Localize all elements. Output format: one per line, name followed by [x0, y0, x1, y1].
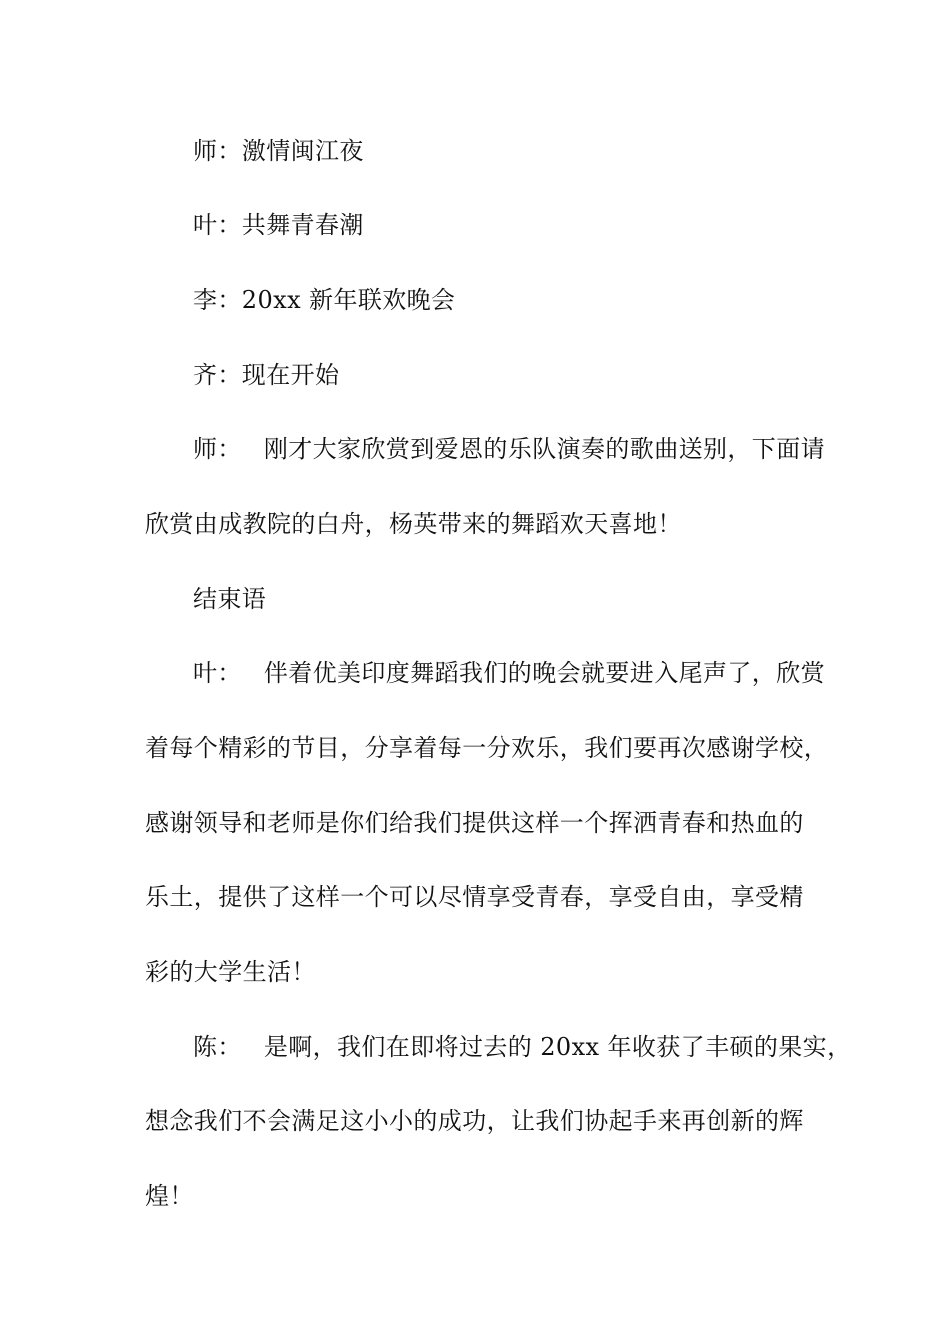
line-text: 李：20xx 新年联欢晚会 [193, 286, 456, 314]
line-text: 乐土，提供了这样一个可以尽情享受青春，享受自由，享受精 [145, 883, 804, 911]
text-line [145, 808, 835, 838]
line-text: 欣赏由成教院的白舟，杨英带来的舞蹈欢天喜地！ [145, 510, 682, 538]
line-text: 叶：共舞青春潮 [193, 211, 364, 239]
heading-text: 结束语 [193, 585, 267, 613]
line-text: 煌！ [145, 1182, 194, 1210]
line-text: 齐：现在开始 [193, 361, 340, 389]
text-line [145, 509, 835, 539]
line-text: 师：激情闽江夜 [193, 137, 364, 165]
text-line [193, 136, 883, 166]
speaker-label: 师： [193, 435, 242, 463]
line-text: 是啊，我们在即将过去的 20xx 年收获了丰硕的果实， [263, 1033, 852, 1061]
line-text: 想念我们不会满足这小小的成功，让我们协起手来再创新的辉 [145, 1107, 804, 1135]
text-line [145, 882, 835, 912]
text-line [145, 1181, 835, 1211]
speaker-label: 陈： [193, 1033, 242, 1061]
line-text: 彩的大学生活！ [145, 958, 316, 986]
text-line [193, 210, 883, 240]
line-text: 伴着优美印度舞蹈我们的晚会就要进入尾声了，欣赏 [263, 659, 826, 687]
text-line [145, 1106, 835, 1136]
section-heading [193, 584, 883, 614]
text-line [193, 658, 883, 688]
text-line [193, 434, 883, 464]
text-line [193, 1032, 883, 1062]
text-line [145, 733, 835, 763]
line-text: 刚才大家欣赏到爱恩的乐队演奏的歌曲送别，下面请 [263, 435, 826, 463]
line-text: 感谢领导和老师是你们给我们提供这样一个挥洒青春和热血的 [145, 809, 804, 837]
text-line [193, 285, 883, 315]
line-text: 着每个精彩的节目，分享着每一分欢乐，我们要再次感谢学校， [145, 734, 829, 762]
text-line [145, 957, 835, 987]
text-line [193, 360, 883, 390]
speaker-label: 叶： [193, 659, 242, 687]
